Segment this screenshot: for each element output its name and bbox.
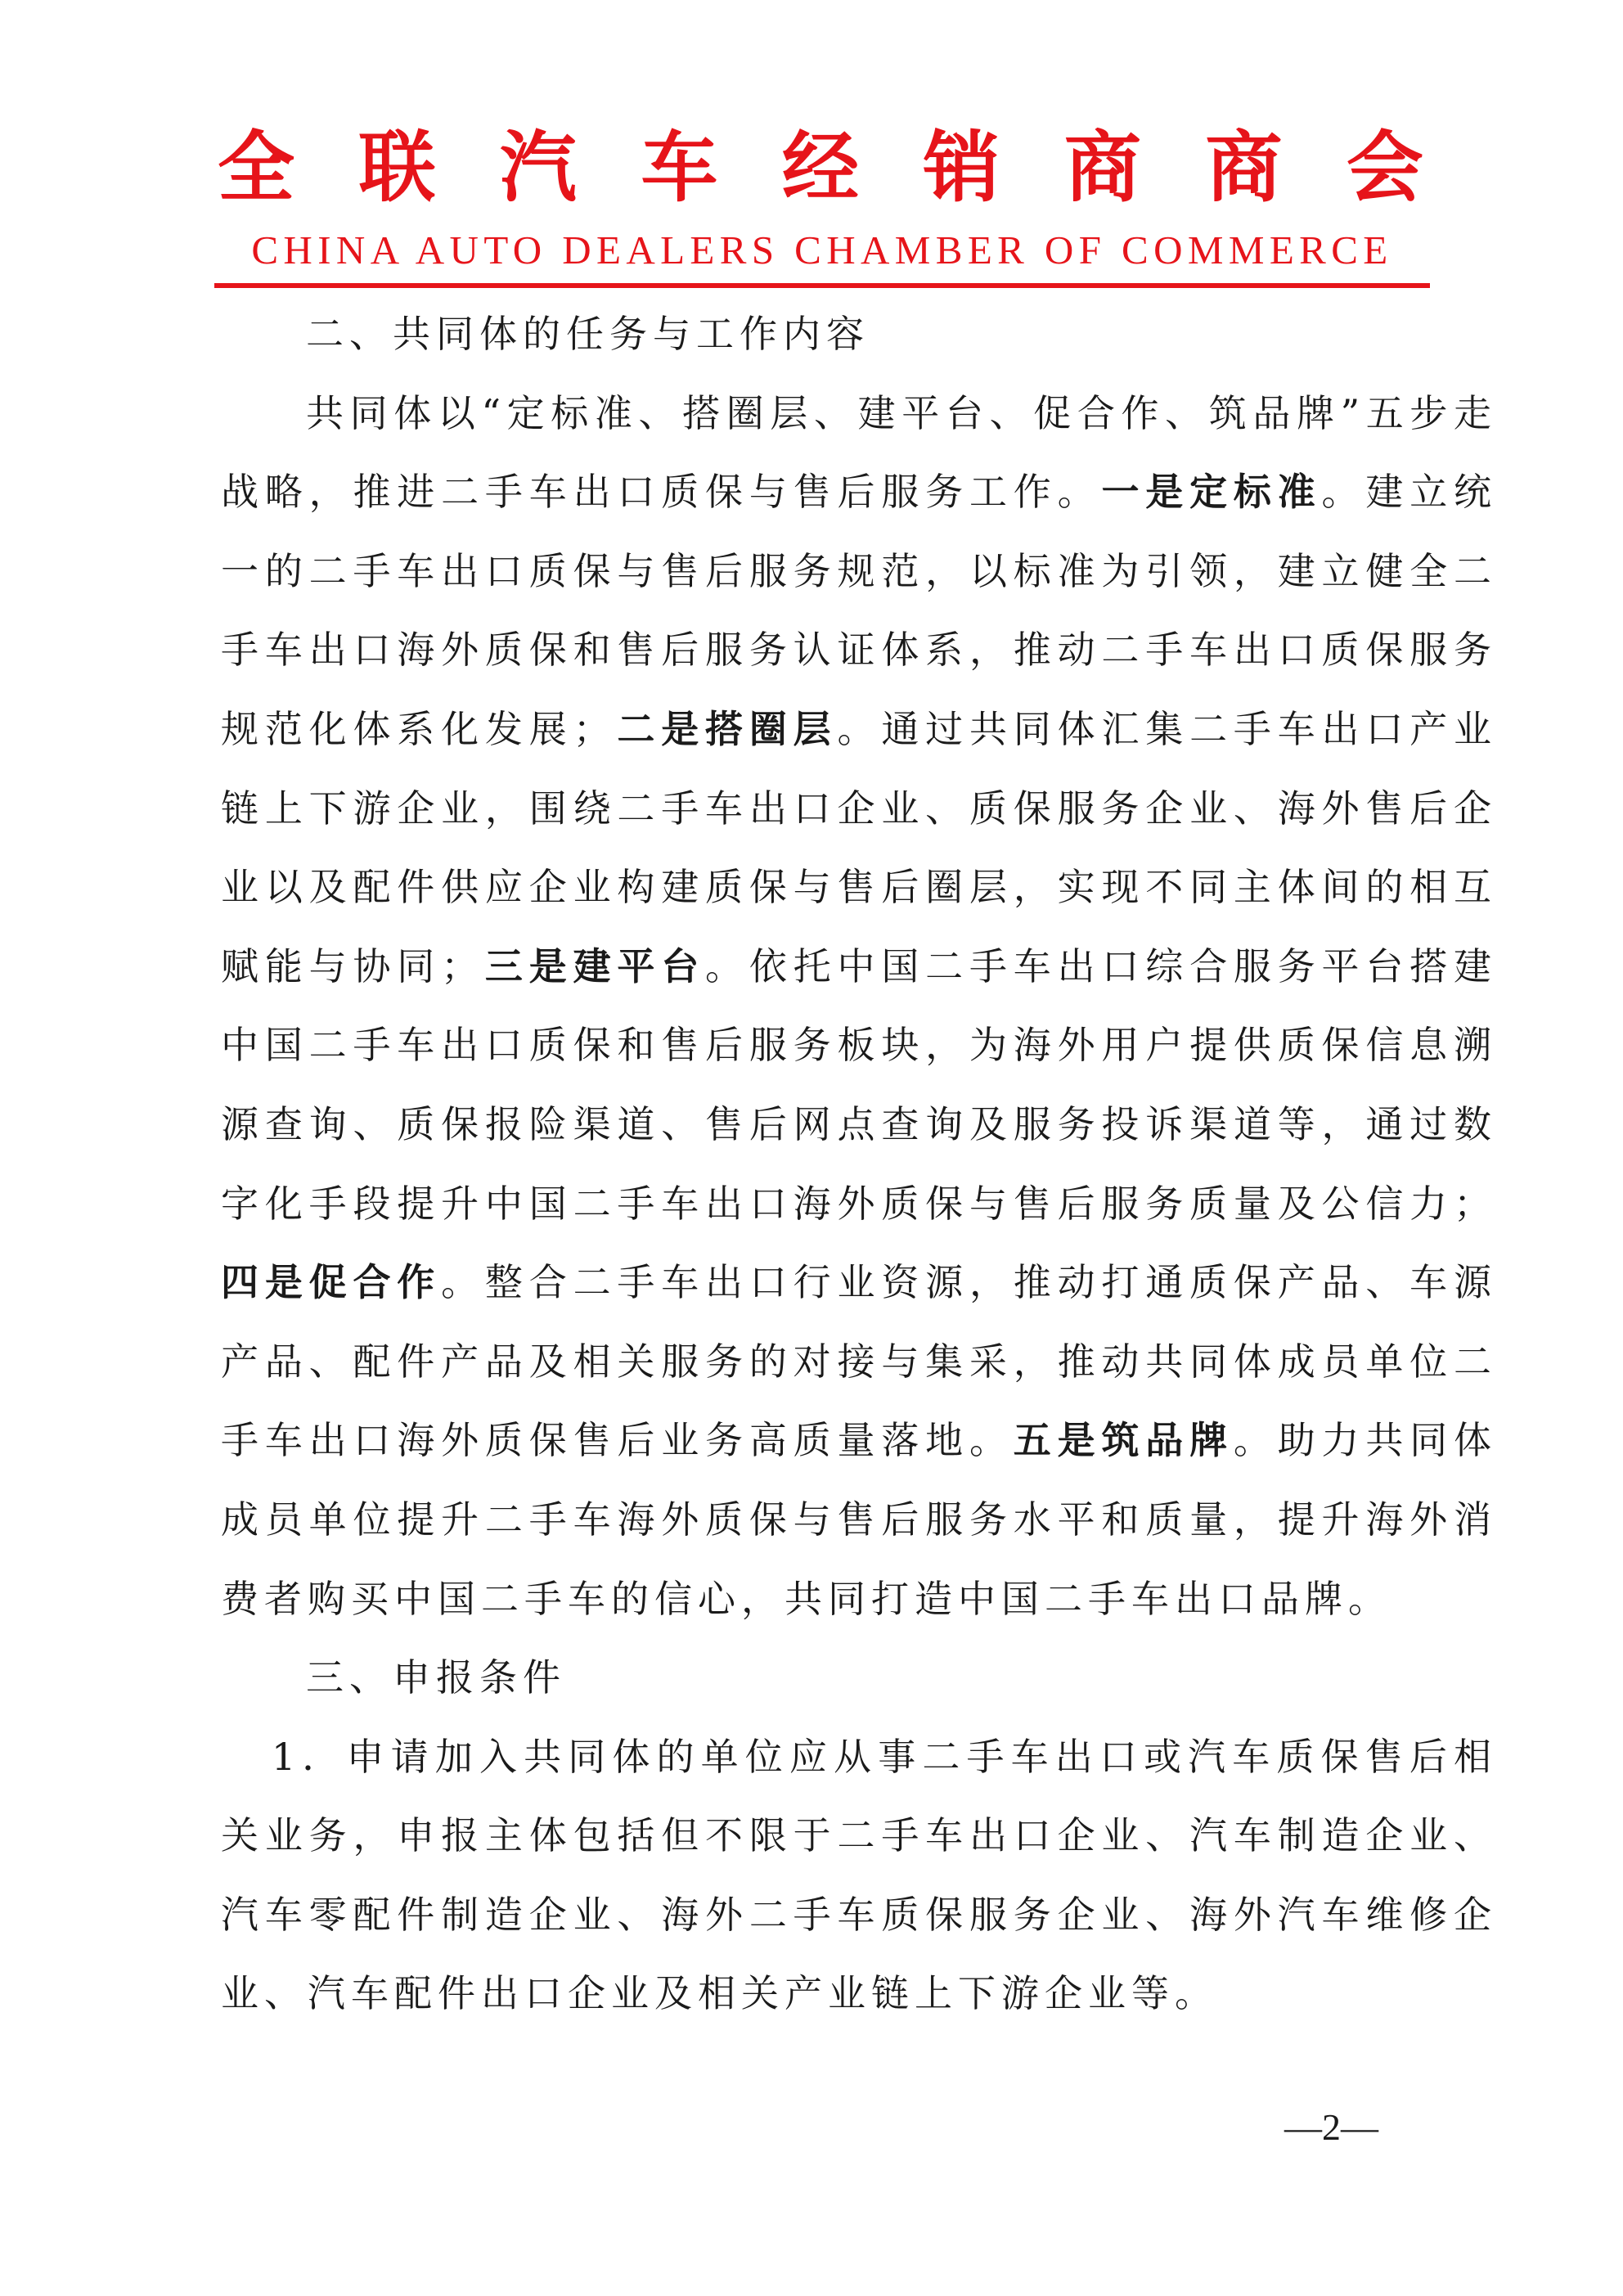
org-name-char: 销 bbox=[923, 123, 1000, 213]
highlight-text: 四是促合作 bbox=[221, 1260, 442, 1305]
org-name-char: 联 bbox=[358, 123, 436, 213]
paragraph-text: 共同体以“定标准、搭圈层、建平台、促合作、筑品牌”五步走战略，推进二手车出口质保与售后服务工作。 bbox=[221, 390, 1497, 515]
page-number: —2— bbox=[1284, 2106, 1378, 2148]
section-paragraph bbox=[221, 374, 1497, 1639]
document-body bbox=[221, 295, 1497, 2033]
org-name-en: CHINA AUTO DEALERS CHAMBER OF COMMERCE bbox=[251, 227, 1393, 272]
letterhead-divider bbox=[214, 283, 1430, 288]
highlight-text: 五是筑品牌 bbox=[1013, 1418, 1234, 1463]
org-name-char: 商 bbox=[1063, 123, 1141, 213]
org-name-char: 会 bbox=[1346, 123, 1423, 213]
paragraph-text: 。依托中国二手车出口综合服务平台搭建中国二手车出口质保和售后服务板块，为海外用户提供质保信息溯源查询、质保报险渠道、售后网点查询及服务投诉渠道等，通过数字化手段提升中国二手车出口海外质保与售后服务质量及公信力； bbox=[221, 943, 1498, 1226]
highlight-text: 二是搭圈层 bbox=[616, 706, 838, 751]
org-name-char: 全 bbox=[218, 123, 295, 213]
org-name-cn bbox=[218, 123, 1423, 213]
org-name-char: 汽 bbox=[499, 123, 577, 213]
org-name-char: 经 bbox=[781, 123, 859, 213]
org-name-char: 商 bbox=[1205, 123, 1283, 213]
paragraph-text: 。通过共同体汇集二手车出口产业链上下游企业，围绕二手车出口企业、质保服务企业、海外售后企业以及配件供应企业构建质保与售后圈层，实现不同主体间的相互赋能与协同； bbox=[221, 706, 1498, 988]
paragraph-text: 。建立统一的二手车出口质保与售后服务规范，以标准为引领，建立健全二手车出口海外质保和售后服务认证体系，推动二手车出口质保服务规范化体系化发展； bbox=[221, 470, 1498, 751]
section-heading: 三、申报条件 bbox=[306, 1655, 566, 1700]
paragraph-text: 。整合二手车出口行业资源，推动打通质保产品、车源产品、配件产品及相关服务的对接与集采，推动共同体成员单位二手车出口海外质保售后业务高质量落地。 bbox=[221, 1260, 1498, 1463]
highlight-text: 三是建平台 bbox=[484, 943, 706, 988]
numbered-item: 1．申请加入共同体的单位应从事二手车出口或汽车质保售后相关业务，申报主体包括但不限于二手车出口企业、汽车制造企业、汽车零配件制造企业、海外二手车质保服务企业、海外汽车维修企业、汽车配件出口企业及相关产业链上下游企业等。 bbox=[221, 1734, 1497, 2016]
letterhead bbox=[214, 123, 1430, 273]
section-heading: 二、共同体的任务与工作内容 bbox=[306, 312, 870, 356]
paragraph-text: 。助力共同体成员单位提升二手车海外质保与售后服务水平和质量，提升海外消费者购买中国二手车的信心，共同打造中国二手车出口品牌。 bbox=[221, 1418, 1498, 1621]
highlight-text: 一是定标准 bbox=[1101, 470, 1322, 515]
org-name-char: 车 bbox=[641, 123, 718, 213]
